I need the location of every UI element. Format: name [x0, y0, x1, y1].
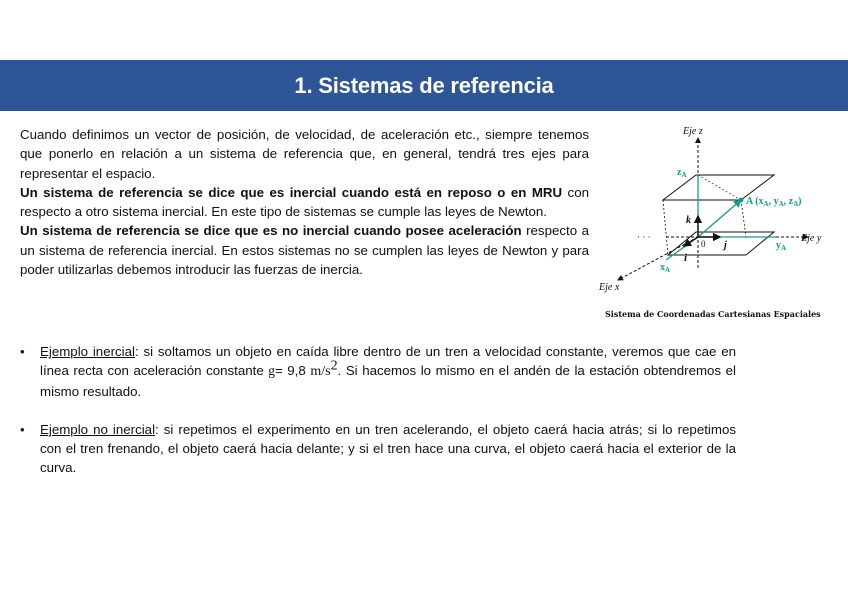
position-vector — [698, 200, 741, 237]
list-item-inertial-example — [20, 342, 736, 401]
bullet-marker: • — [20, 344, 25, 359]
gravity-equals: = 9,8 — [274, 363, 311, 379]
inertial-definition: Un sistema de referencia se dice que es inercial cuando está en reposo o en MRU — [20, 184, 563, 200]
gravity-symbol: g — [268, 363, 275, 379]
non-inertial-example-label: Ejemplo no inercial — [40, 421, 156, 437]
origin-label: 0 — [701, 239, 706, 249]
x-a-label: $x_A$ — [660, 262, 671, 274]
bullet-marker: • — [20, 421, 25, 437]
examples-list — [20, 342, 736, 497]
colon: : — [134, 344, 139, 359]
non-inertial-definition: Un sistema de referencia se dice que es no inercial cuando posee aceleración — [20, 223, 522, 239]
y-a-label: $y_A$ — [776, 240, 787, 252]
coordinate-diagram — [596, 120, 836, 308]
intro-paragraph-2 — [20, 183, 589, 222]
point-a-label: A ($x_A$, $y_A$, $z_A$) — [746, 196, 802, 208]
inertial-definition-rest: con respecto a otro sistema inercial. En este tipo de sistemas se cumple las leyes de Newton. — [20, 184, 589, 220]
page-title: 1. Sistemas de referencia — [294, 72, 554, 98]
inertial-example-text: si soltamos un objeto en caída libre dentro de un tren a velocidad constante, veremos que cae en línea recta con aceleración constante — [40, 344, 736, 379]
inertial-example-text-end: . Si hacemos lo mismo en el andén de la estación obtendremos el mismo resultado. — [40, 363, 736, 399]
j-label: j — [724, 240, 727, 251]
eje-x-label: Eje x — [599, 282, 620, 293]
intro-paragraph-1: Cuando definimos un vector de posición, de velocidad, de aceleración etc., siempre tenemos que ponerlo en relación a un sistema de referencia que, en general, tendrá tres ejes para representar el espacio. — [20, 127, 589, 181]
figure-caption: Sistema de Coordenadas Cartesianas Espaciales — [605, 309, 821, 319]
intro-paragraph-3 — [20, 221, 589, 279]
non-inertial-definition-rest: respecto a un sistema de referencia inercial. En estos sistemas no se cumplen las leyes de Newton y para poder utilizarlas debemos introducir las fuerzas de inercia. — [20, 223, 589, 278]
gravity-exponent: 2 — [330, 358, 338, 374]
intro-text — [20, 125, 589, 279]
list-item-non-inertial-example — [20, 420, 736, 478]
eje-y-label: Eje y — [801, 233, 822, 244]
gravity-unit: m/s — [310, 364, 331, 380]
inertial-example-label: Ejemplo inercial — [40, 344, 135, 359]
unit-vector-i — [684, 237, 698, 246]
i-label: i — [684, 252, 688, 264]
dots-label: · · · — [637, 232, 651, 242]
eje-z-label: Eje z — [683, 126, 703, 137]
z-a-label: $z_A$ — [677, 167, 687, 179]
non-inertial-example-text: si repetimos el experimento en un tren acelerando, el objeto caerá hacia atrás; si lo repetimos con el tren frenando, el objeto caerá hacia delante; y si el tren hace una curva, el objeto caerá hacia el exterior de la curva. — [40, 421, 736, 476]
k-label: k — [686, 215, 691, 226]
colon: : — [155, 421, 159, 437]
title-banner — [0, 60, 848, 111]
coordinate-system-figure — [596, 120, 836, 325]
